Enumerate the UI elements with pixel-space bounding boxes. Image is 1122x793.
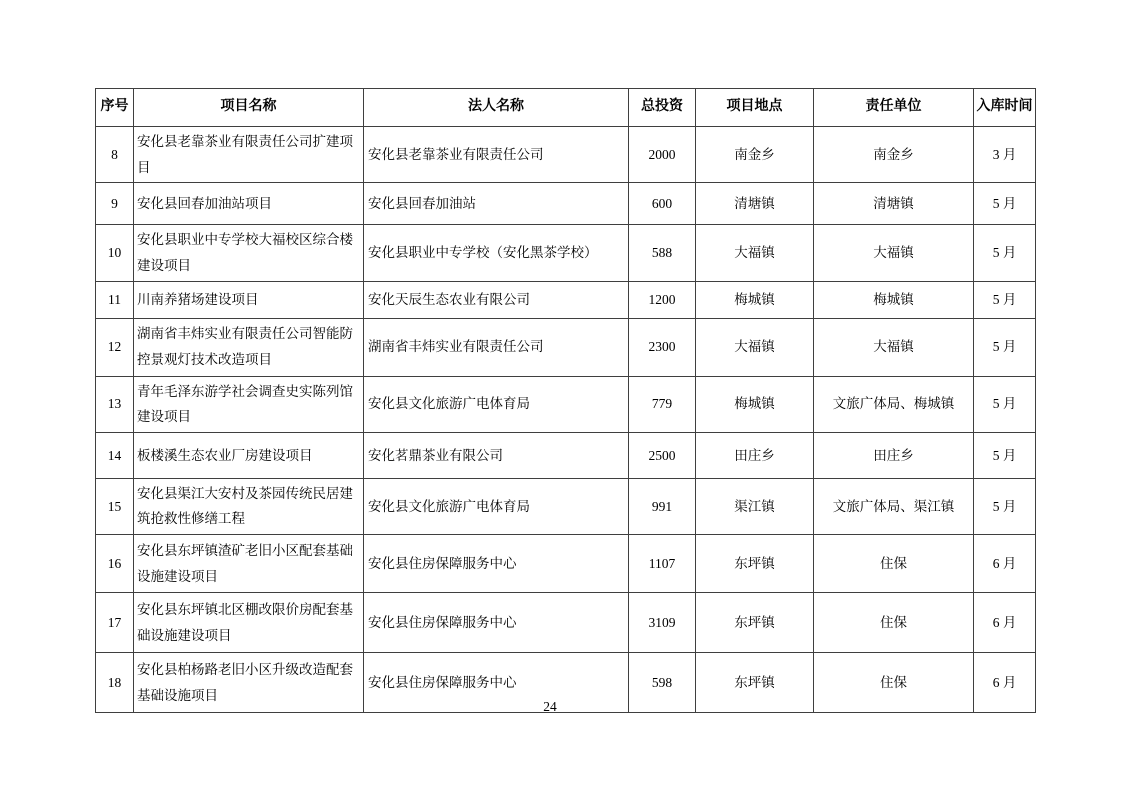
cell-project-name: 川南养猪场建设项目 bbox=[134, 281, 364, 318]
cell-project-name: 安化县回春加油站项目 bbox=[134, 183, 364, 225]
table-row bbox=[96, 535, 1036, 593]
cell-time: 5 月 bbox=[974, 318, 1036, 376]
cell-investment: 588 bbox=[629, 225, 696, 281]
cell-location: 东坪镇 bbox=[696, 535, 814, 593]
cell-project-name: 安化县职业中专学校大福校区综合楼建设项目 bbox=[134, 225, 364, 281]
cell-unit: 文旅广体局、梅城镇 bbox=[814, 376, 974, 432]
cell-project-name: 安化县东坪镇北区棚改限价房配套基础设施建设项目 bbox=[134, 593, 364, 653]
table-row bbox=[96, 183, 1036, 225]
cell-investment: 2500 bbox=[629, 432, 696, 478]
cell-unit: 住保 bbox=[814, 535, 974, 593]
cell-time: 5 月 bbox=[974, 432, 1036, 478]
cell-legal-name: 安化县住房保障服务中心 bbox=[364, 653, 629, 713]
cell-location: 东坪镇 bbox=[696, 593, 814, 653]
cell-time: 5 月 bbox=[974, 183, 1036, 225]
cell-time: 5 月 bbox=[974, 478, 1036, 534]
table-row bbox=[96, 432, 1036, 478]
cell-seq: 10 bbox=[96, 225, 134, 281]
cell-location: 南金乡 bbox=[696, 127, 814, 183]
cell-legal-name: 安化县老靠茶业有限责任公司 bbox=[364, 127, 629, 183]
cell-unit: 南金乡 bbox=[814, 127, 974, 183]
cell-time: 6 月 bbox=[974, 653, 1036, 713]
cell-seq: 13 bbox=[96, 376, 134, 432]
table-body bbox=[96, 127, 1036, 713]
header-project-name: 项目名称 bbox=[134, 89, 364, 127]
cell-investment: 1107 bbox=[629, 535, 696, 593]
cell-unit: 大福镇 bbox=[814, 318, 974, 376]
cell-location: 东坪镇 bbox=[696, 653, 814, 713]
cell-seq: 12 bbox=[96, 318, 134, 376]
cell-seq: 14 bbox=[96, 432, 134, 478]
header-responsible-unit: 责任单位 bbox=[814, 89, 974, 127]
cell-project-name: 板楼溪生态农业厂房建设项目 bbox=[134, 432, 364, 478]
cell-seq: 17 bbox=[96, 593, 134, 653]
cell-legal-name: 安化县文化旅游广电体育局 bbox=[364, 478, 629, 534]
cell-location: 田庄乡 bbox=[696, 432, 814, 478]
header-legal-name: 法人名称 bbox=[364, 89, 629, 127]
cell-investment: 2000 bbox=[629, 127, 696, 183]
cell-investment: 2300 bbox=[629, 318, 696, 376]
cell-unit: 梅城镇 bbox=[814, 281, 974, 318]
table-header-row bbox=[96, 89, 1036, 127]
cell-legal-name: 安化县文化旅游广电体育局 bbox=[364, 376, 629, 432]
table-row bbox=[96, 225, 1036, 281]
page-number: 24 bbox=[543, 699, 557, 714]
cell-seq: 9 bbox=[96, 183, 134, 225]
cell-unit: 文旅广体局、渠江镇 bbox=[814, 478, 974, 534]
cell-location: 清塘镇 bbox=[696, 183, 814, 225]
cell-investment: 598 bbox=[629, 653, 696, 713]
cell-unit: 清塘镇 bbox=[814, 183, 974, 225]
cell-legal-name: 安化县职业中专学校（安化黑茶学校） bbox=[364, 225, 629, 281]
cell-time: 6 月 bbox=[974, 535, 1036, 593]
cell-unit: 大福镇 bbox=[814, 225, 974, 281]
table-row bbox=[96, 127, 1036, 183]
cell-seq: 11 bbox=[96, 281, 134, 318]
header-total-investment: 总投资 bbox=[629, 89, 696, 127]
cell-legal-name: 安化县回春加油站 bbox=[364, 183, 629, 225]
cell-unit: 住保 bbox=[814, 593, 974, 653]
header-seq: 序号 bbox=[96, 89, 134, 127]
table-row bbox=[96, 376, 1036, 432]
cell-time: 5 月 bbox=[974, 281, 1036, 318]
cell-project-name: 安化县东坪镇渣矿老旧小区配套基础设施建设项目 bbox=[134, 535, 364, 593]
table-row bbox=[96, 478, 1036, 534]
header-entry-time: 入库时间 bbox=[974, 89, 1036, 127]
cell-legal-name: 安化茗鼎茶业有限公司 bbox=[364, 432, 629, 478]
cell-location: 梅城镇 bbox=[696, 376, 814, 432]
cell-investment: 3109 bbox=[629, 593, 696, 653]
cell-seq: 15 bbox=[96, 478, 134, 534]
cell-time: 6 月 bbox=[974, 593, 1036, 653]
cell-time: 3 月 bbox=[974, 127, 1036, 183]
table-row bbox=[96, 281, 1036, 318]
table-row bbox=[96, 318, 1036, 376]
cell-project-name: 湖南省丰炜实业有限责任公司智能防控景观灯技术改造项目 bbox=[134, 318, 364, 376]
cell-project-name: 安化县渠江大安村及茶园传统民居建筑抢救性修缮工程 bbox=[134, 478, 364, 534]
cell-seq: 8 bbox=[96, 127, 134, 183]
cell-investment: 779 bbox=[629, 376, 696, 432]
cell-investment: 1200 bbox=[629, 281, 696, 318]
table-row bbox=[96, 593, 1036, 653]
cell-project-name: 青年毛泽东游学社会调查史实陈列馆建设项目 bbox=[134, 376, 364, 432]
header-project-location: 项目地点 bbox=[696, 89, 814, 127]
cell-time: 5 月 bbox=[974, 225, 1036, 281]
cell-investment: 991 bbox=[629, 478, 696, 534]
cell-seq: 16 bbox=[96, 535, 134, 593]
project-table bbox=[95, 88, 1036, 713]
cell-location: 梅城镇 bbox=[696, 281, 814, 318]
cell-time: 5 月 bbox=[974, 376, 1036, 432]
cell-location: 大福镇 bbox=[696, 225, 814, 281]
cell-project-name: 安化县柏杨路老旧小区升级改造配套基础设施项目 bbox=[134, 653, 364, 713]
cell-seq: 18 bbox=[96, 653, 134, 713]
cell-location: 渠江镇 bbox=[696, 478, 814, 534]
cell-location: 大福镇 bbox=[696, 318, 814, 376]
cell-legal-name: 湖南省丰炜实业有限责任公司 bbox=[364, 318, 629, 376]
cell-unit: 住保 bbox=[814, 653, 974, 713]
cell-legal-name: 安化天辰生态农业有限公司 bbox=[364, 281, 629, 318]
cell-project-name: 安化县老靠茶业有限责任公司扩建项目 bbox=[134, 127, 364, 183]
cell-unit: 田庄乡 bbox=[814, 432, 974, 478]
cell-legal-name: 安化县住房保障服务中心 bbox=[364, 535, 629, 593]
cell-investment: 600 bbox=[629, 183, 696, 225]
cell-legal-name: 安化县住房保障服务中心 bbox=[364, 593, 629, 653]
